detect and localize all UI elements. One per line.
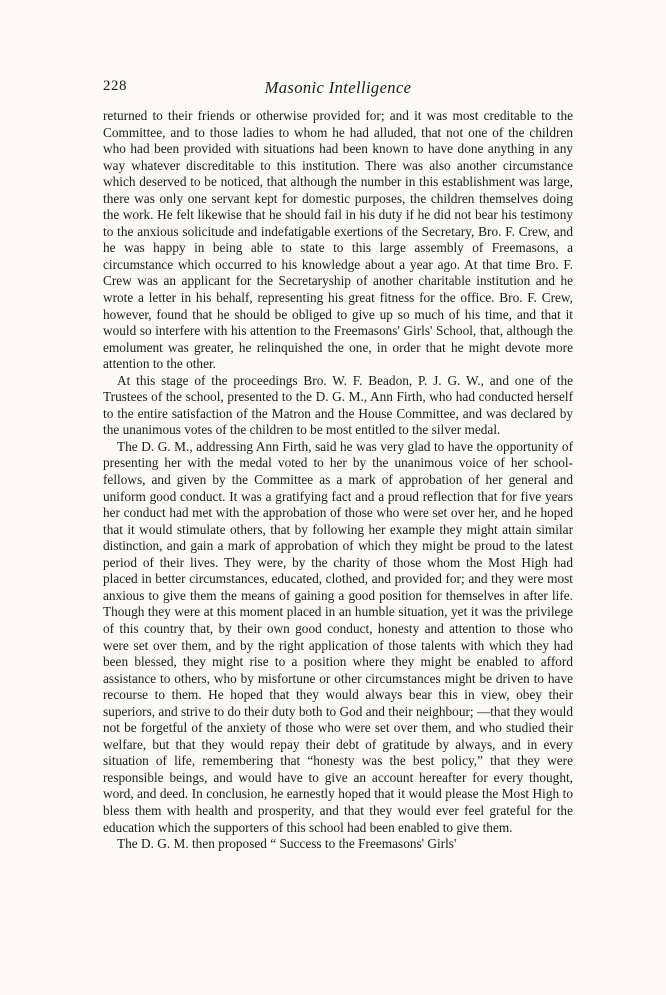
book-page xyxy=(103,78,573,853)
paragraph-continued: returned to their friends or otherwise provided for; and it was most creditable to the Committee, and to those ladies to whom he had alluded, that not one of the children who had been provided with situations had been known to have done anything in any way whatever discreditable to this institution. There was also another circumstance which deserved to be noticed, that although the number in this establishment was large, there was only one servant kept for domestic purposes, the children themselves doing the work. He felt likewise that he should fail in his duty if he did not bear his testimony to the anxious solicitude and indefatigable exertions of the Secretary, Bro. F. Crew, and he was happy in being able to state to this large assembly of Freemasons, a circumstance which occurred to his knowledge about a year ago. At that time Bro. F. Crew was an applicant for the Secretaryship of another charitable institution and he wrote a letter in his behalf, representing his great fitness for the office. Bro. F. Crew, however, found that he should be obliged to give up so much of his time, and that it would so interfere with his attention to the Freemasons' Girls' School, that, although the emolument was greater, he relinquished the one, in order that he might devote more attention to the other. xyxy=(103,108,573,372)
page-number: 228 xyxy=(103,78,127,94)
paragraph-toast: The D. G. M. then proposed “ Success to the Freemasons' Girls' xyxy=(117,836,457,852)
paragraph-dgm-address: The D. G. M., addressing Ann Firth, said he was very glad to have the opportunity of presenting her with the medal voted to her by the unanimous voice of her school-fellows, and given by the Committee as a mark of approbation of her general and uniform good conduct. It was a gratifying fact and a proud reflection that for five years her conduct had met with the approbation of those who were set over her, and he hoped that it would stimulate others, that by following her example they might attain similar distinction, and gain a mark of approbation of which they might be proud to the latest period of their lives. They were, by the charity of those whom the Most High had placed in better circumstances, educated, clothed, and provided for; and they were most anxious to give them the means of gaining a good position for themselves in after life. Though they were at this moment placed in an humble situation, yet it was the privilege of this country that, by their own good conduct, honesty and attention to those who were set over them, and by the right application of those talents with which they had been blessed, they might rise to a position where they might be enabled to afford assistance to others, who by misfortune or other circumstances might be driven to have recourse to them. He hoped that they would always bear this in view, obey their superiors, and strive to do their duty both to God and their neighbour; —that they would not be forgetful of the anxiety of those who were set over them, and who studied their welfare, but that they would repay their debt of gratitude by always, and in every situation of life, remembering that “honesty was the best policy,” that they were responsible beings, and would have to give an account hereafter for every thought, word, and deed. In conclusion, he earnestly hoped that it would please the Most High to bless them with health and prosperity, and that they would ever feel grateful for the education which the supporters of this school had been enabled to give them. xyxy=(103,438,573,835)
article-body xyxy=(103,108,573,853)
running-head xyxy=(103,78,573,102)
paragraph-medal-presentation: At this stage of the proceedings Bro. W. F. Beadon, P. J. G. W., and one of the Trustees of the school, presented to the D. G. M., Ann Firth, who had conducted herself to the entire satisfaction of the Matron and the House Committee, and was declared by the unanimous votes of the children to be most entitled to the silver medal. xyxy=(103,372,573,438)
running-title: Masonic Intelligence xyxy=(264,78,412,97)
